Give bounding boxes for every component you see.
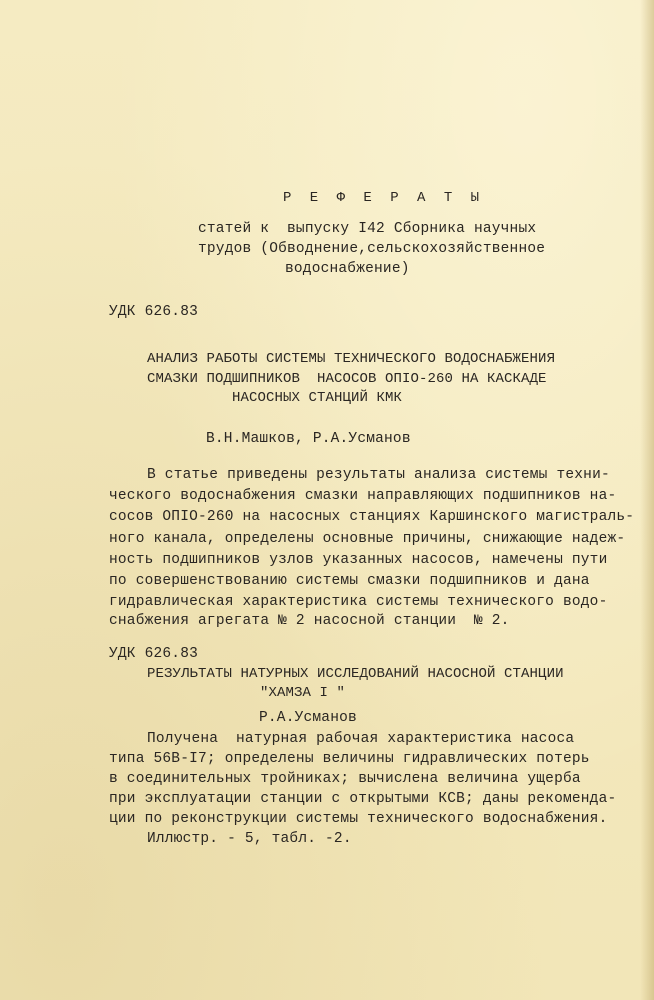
article-1-abstract-line-6: по совершенствованию системы смазки подшипников и дана — [109, 573, 590, 589]
article-2-udc: УДК 626.83 — [109, 646, 199, 662]
article-2-abstract-line-2: типа 56В-I7; определены величины гидравлических потерь — [109, 751, 590, 767]
page-edge-shadow — [640, 0, 654, 1000]
article-1-abstract-line-3: сосов ОПIO-260 на насосных станциях Каршинского магистраль- — [109, 509, 635, 525]
article-2-title-line-2: "ХАМЗА I " — [260, 685, 346, 701]
article-1-abstract-line-4: ного канала, определены основные причины, снижающие надеж- — [109, 531, 626, 547]
article-2-abstract-line-4: при эксплуатации станции с открытыми КСВ; даны рекоменда- — [109, 791, 617, 807]
subtitle-line-3: водоснабжение) — [285, 261, 410, 277]
article-1-title-line-3: НАСОСНЫХ СТАНЦИЙ КМК — [232, 390, 403, 406]
article-1-abstract-line-7: гидравлическая характеристика системы технического водо- — [109, 594, 608, 610]
article-1-abstract-line-2: ческого водоснабжения смазки направляющих подшипников на- — [109, 488, 617, 504]
article-1-authors: В.Н.Машков, Р.А.Усманов — [206, 431, 411, 447]
document-title: Р Е Ф Е Р А Т Ы — [283, 190, 485, 206]
article-2-abstract-line-5: ции по реконструкции системы технического водоснабжения. — [109, 811, 608, 827]
article-2-abstract-line-3: в соединительных тройниках; вычислена величина ущерба — [109, 771, 581, 787]
article-1-abstract-line-1: В статье приведены результаты анализа системы техни- — [147, 467, 610, 483]
article-1-abstract-line-5: ность подшипников узлов указанных насосов, намечены пути — [109, 552, 608, 568]
article-1-udc: УДК 626.83 — [109, 304, 199, 320]
article-2-abstract-line-1: Получена натурная рабочая характеристика насоса — [147, 731, 575, 747]
article-2-title-line-1: РЕЗУЛЬТАТЫ НАТУРНЫХ ИССЛЕДОВАНИЙ НАСОСНОЙ СТАНЦИИ — [147, 666, 564, 682]
article-2-abstract-line-6: Иллюстр. - 5, табл. -2. — [147, 831, 352, 847]
article-1-title-line-2: СМАЗКИ ПОДШИПНИКОВ НАСОСОВ ОПIO-260 НА КАСКАДЕ — [147, 371, 547, 387]
subtitle-line-1: статей к выпуску I42 Сборника научных — [198, 221, 537, 237]
article-1-abstract-line-8: снабжения агрегата № 2 насосной станции № 2. — [109, 613, 510, 629]
article-2-authors: Р.А.Усманов — [259, 710, 357, 726]
subtitle-line-2: трудов (Обводнение,сельскохозяйственное — [198, 241, 546, 257]
article-1-title-line-1: АНАЛИЗ РАБОТЫ СИСТЕМЫ ТЕХНИЧЕСКОГО ВОДОСНАБЖЕНИЯ — [147, 351, 556, 367]
